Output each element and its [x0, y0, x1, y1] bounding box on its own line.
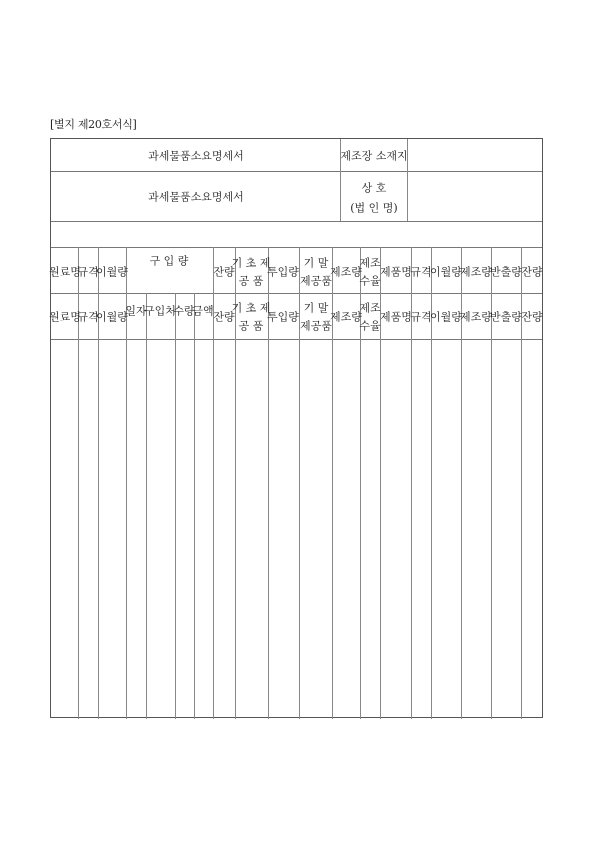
col-shipment-qty: 반출량 — [490, 265, 522, 279]
row2-product-manufacture: 제조량 — [460, 310, 492, 324]
col-product-spec: 규격 — [410, 265, 432, 279]
col-yield-2: 수율 — [359, 274, 381, 288]
row2-yield-2: 수율 — [359, 319, 381, 333]
col-spec: 규격 — [77, 265, 99, 279]
col-basic-supply-2: 공 품 — [238, 274, 264, 288]
row2-input-qty: 투입량 — [267, 310, 299, 324]
row2-product-spec: 규격 — [410, 310, 432, 324]
row2-amount: 금액 — [192, 304, 214, 318]
factory-location-field[interactable] — [411, 146, 491, 166]
header-title-1: 과세물품소요명세서 — [148, 149, 244, 163]
row2-spec: 규격 — [77, 310, 99, 324]
col-yield-1: 제조 — [359, 256, 381, 270]
row2-quantity: 수량 — [173, 304, 195, 318]
col-material-name: 원료명 — [49, 265, 81, 279]
col-carryover: 이월량 — [96, 265, 128, 279]
header-divider-1 — [51, 171, 542, 172]
col-basic-supply-1: 기 초 제 — [231, 256, 271, 270]
factory-location-label: 제조장 소재지 — [340, 149, 408, 163]
header-divider-3 — [51, 247, 542, 248]
row2-yield-1: 제조 — [359, 301, 381, 315]
row2-product-name: 제품명 — [380, 310, 412, 324]
col-product-carryover: 이월량 — [430, 265, 462, 279]
row2-basic-supply-1: 기 초 제 — [231, 301, 271, 315]
header-title-2: 과세물품소요명세서 — [148, 190, 244, 204]
row2-carryover: 이월량 — [96, 310, 128, 324]
col-product-balance: 잔량 — [521, 265, 543, 279]
trade-name-label: 상 호 — [361, 181, 387, 195]
row1-bottom-line — [51, 293, 542, 294]
col-product-manufacture: 제조량 — [460, 265, 492, 279]
row2-basic-supply-2: 공 품 — [238, 319, 264, 333]
row2-manufacture-qty: 제조량 — [330, 310, 362, 324]
col-end-supply-2: 제공품 — [300, 274, 332, 288]
col-input-qty: 투입량 — [267, 265, 299, 279]
row2-material-name: 원료명 — [49, 310, 81, 324]
row2-product-balance: 잔량 — [521, 310, 543, 324]
form-number-label: [별지 제20호서식] — [50, 118, 137, 131]
col-product-name: 제품명 — [380, 265, 412, 279]
row2-balance: 잔량 — [213, 310, 235, 324]
header-divider-2 — [51, 221, 542, 222]
col-end-supply-1: 기 말 — [303, 256, 329, 270]
corp-name-label: (법 인 명) — [350, 201, 398, 215]
col-manufacture-qty: 제조량 — [330, 265, 362, 279]
row2-date: 일자 — [125, 304, 147, 318]
col-purchase-qty: 구 입 량 — [149, 254, 189, 268]
row2-end-supply-1: 기 말 — [303, 301, 329, 315]
row2-supplier: 구입처 — [144, 304, 176, 318]
col-balance: 잔량 — [213, 265, 235, 279]
row2-product-carryover: 이월량 — [430, 310, 462, 324]
form-table — [50, 138, 543, 718]
row2-shipment-qty: 반출량 — [490, 310, 522, 324]
row2-end-supply-2: 제공품 — [300, 319, 332, 333]
data-entry-area[interactable] — [51, 340, 542, 717]
trade-name-field[interactable] — [411, 182, 491, 212]
